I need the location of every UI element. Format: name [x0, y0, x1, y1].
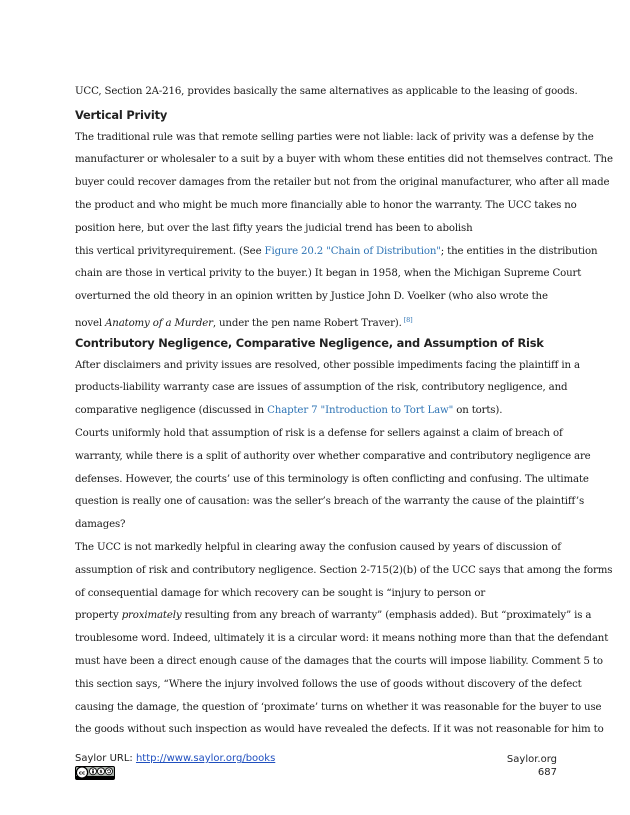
creative-commons-icon — [75, 766, 115, 780]
line-text: resulting from any breach of warranty” (emphasis added). But “proximately” is a — [181, 610, 592, 622]
line-text: ; the entities in the distribution — [440, 245, 598, 257]
figure-link[interactable]: Figure 20.2 "Chain of Distribution" — [264, 245, 441, 257]
paragraph-line: The UCC is not markedly helpful in clearing away the confusion caused by years of discussion of — [75, 541, 561, 553]
paragraph-line: overturned the old theory in an opinion written by Justice John D. Voelker (who also wrote the — [75, 291, 548, 303]
line-text: novel — [75, 317, 106, 329]
footer-source — [75, 753, 275, 764]
footer-url-label: Saylor URL: — [75, 753, 136, 764]
paragraph-line: Courts uniformly hold that assumption of risk is a defense for sellers against a claim of breach of — [75, 427, 563, 439]
paragraph-line: defenses. However, the courts’ use of this terminology is often conflicting and confusing. The ultimate — [75, 473, 589, 485]
paragraph-line: assumption of risk and contributory negligence. Section 2-715(2)(b) of the UCC says that among the forms — [75, 564, 613, 576]
paragraph-line: After disclaimers and privity issues are resolved, other possible impediments facing the plaintiff in a — [75, 359, 580, 371]
paragraph-line: causing the damage, the question of ‘proximate’ turns on whether it was reasonable for the buyer to use — [75, 701, 602, 713]
paragraph-line — [75, 309, 557, 332]
paragraph-line: manufacturer or wholesaler to a suit by a buyer with whom these entities did not themselves contract. The — [75, 154, 613, 166]
paragraph-line: of consequential damage for which recovery can be sought is “injury to person or — [75, 587, 486, 599]
footnote-link[interactable]: [8] — [403, 315, 413, 324]
section-heading-negligence: Contributory Negligence, Comparative Negligence, and Assumption of Risk — [75, 335, 544, 350]
paragraph-line — [75, 400, 557, 423]
paragraph-line: UCC, Section 2A-216, provides basically the same alternatives as applicable to the leasing of goods. — [75, 86, 578, 97]
footer-url-link[interactable]: http://www.saylor.org/books — [135, 753, 276, 764]
paragraph-line — [75, 241, 598, 264]
line-text: , under the pen name Robert Traver). — [212, 317, 402, 329]
page-footer — [75, 753, 557, 793]
line-text: comparative negligence (discussed in — [75, 405, 268, 417]
page-number: 687 — [537, 767, 557, 778]
paragraph-line: this section says, “Where the injury involved follows the use of goods without discovery of the defect — [75, 678, 582, 690]
paragraph-line: must have been a direct enough cause of the damages that the courts will impose liability. Comment 5 to — [75, 655, 603, 667]
paragraph-line: products-liability warranty case are issues of assumption of the risk, contributory negligence, and — [75, 382, 568, 394]
paragraph-line: the product and who might be much more financially able to honor the warranty. The UCC takes no — [75, 199, 577, 211]
emphasis-text: proximately — [121, 610, 182, 622]
svg-text:$: $ — [99, 770, 103, 776]
paragraph-line: position here, but over the last fifty years the judicial trend has been to abolish — [75, 222, 473, 234]
paragraph-line: damages? — [75, 519, 126, 531]
book-title: Anatomy of a Murder — [105, 317, 213, 329]
svg-text:cc: cc — [78, 770, 86, 777]
paragraph-line: The traditional rule was that remote selling parties were not liable: lack of privity was a defense by the — [75, 131, 594, 143]
paragraph-line: troublesome word. Indeed, ultimately it is a circular word: it means nothing more than that the defendant — [75, 633, 609, 645]
paragraph-line — [75, 605, 592, 628]
page-body — [75, 81, 613, 742]
footer-org: Saylor.org — [506, 754, 557, 765]
paragraph-line: the goods without such inspection as would have revealed the defects. If it was not reasonable for him to — [75, 724, 604, 736]
paragraph-line: buyer could recover damages from the retailer but not from the original manufacturer, who after all made — [75, 177, 610, 189]
line-text: on torts). — [453, 405, 503, 417]
paragraph-line: chain are those in vertical privity to the buyer.) It began in 1958, when the Michigan Supreme Court — [75, 268, 582, 280]
section-heading-vertical-privity: Vertical Privity — [75, 107, 168, 122]
footer-meta — [507, 753, 557, 779]
line-text: this vertical privityrequirement. (See — [75, 245, 265, 257]
paragraph-line: question is really one of causation: was the seller’s breach of the warranty the cause of the plaintiff’s — [75, 496, 585, 508]
paragraph-line: warranty, while there is a split of authority over whether comparative and contributory negligence are — [75, 450, 591, 462]
chapter-link[interactable]: Chapter 7 "Introduction to Tort Law" — [267, 405, 454, 417]
line-text: property — [75, 610, 122, 622]
